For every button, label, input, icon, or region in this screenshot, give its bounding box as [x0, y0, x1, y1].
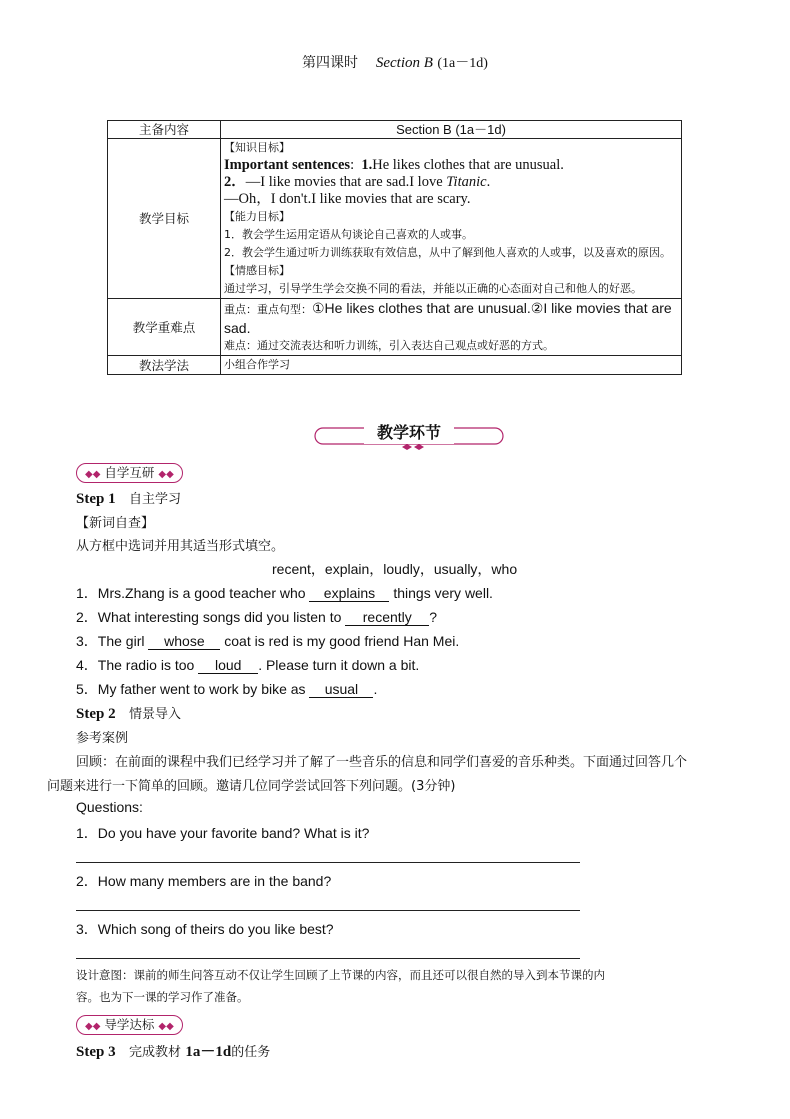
- row-label: 教学重难点: [108, 299, 221, 356]
- emotion-1: 通过学习，引导学生学会交换不同的看法，并能以正确的心态面对自己和他人的好恶。: [224, 282, 642, 295]
- answer-line: [76, 910, 580, 911]
- title-en: Section B: [375, 55, 433, 71]
- banner-title: 教学环节: [364, 422, 454, 444]
- question-number: 2．: [76, 873, 98, 889]
- row-value: 小组合作学习: [221, 356, 682, 375]
- step-label: Step 3: [76, 1044, 116, 1060]
- answer-line: [76, 862, 580, 863]
- answer-blank: loud: [198, 657, 258, 674]
- step-label: Step 2: [76, 706, 116, 722]
- list-item: [76, 655, 419, 675]
- item-text: What interesting songs did you listen to: [97, 609, 346, 625]
- key-points-cell: [221, 299, 682, 356]
- step-label: Step 1: [76, 491, 116, 507]
- title-paren: (1a－1d): [437, 56, 488, 71]
- question-number: 1．: [76, 825, 98, 841]
- word-box: recent，explain，loudly，usually，who: [272, 561, 518, 577]
- row-label: 主备内容: [108, 121, 221, 139]
- section-tag-2: [76, 1014, 183, 1035]
- table-row: [108, 299, 682, 356]
- lesson-plan-table: [107, 120, 682, 375]
- item-text: The radio is too: [97, 657, 199, 673]
- item-text: things very well.: [389, 585, 493, 601]
- item-number: 2．: [76, 609, 98, 625]
- ability-heading: 【能力目标】: [224, 210, 290, 223]
- important-sentences: [224, 157, 678, 174]
- sentence-number: 1.: [361, 157, 373, 173]
- section-tag-label: 自学互研: [104, 465, 155, 480]
- list-item: [76, 679, 377, 699]
- sentence-1: He likes clothes that are unusual.: [372, 157, 564, 173]
- list-item: [76, 631, 459, 651]
- sentence-3: —Oh，I don't.I like movies that are scary.: [224, 191, 471, 207]
- key-sentence-1: ①He likes clothes that are unusual.: [312, 300, 531, 316]
- ornament-icon: ◆◆: [85, 1021, 101, 1032]
- knowledge-heading: 【知识目标】: [224, 141, 290, 154]
- answer-blank: explains: [309, 585, 389, 602]
- key-point: [224, 299, 678, 337]
- ability-2: 2．教会学生通过听力训练获取有效信息，从中了解到他人喜欢的人或事，以及喜欢的原因。: [224, 246, 671, 259]
- step-end: 的任务: [231, 1045, 271, 1060]
- sentence-2-text: —I like movies that are sad.I love: [245, 174, 447, 190]
- item-number: 5．: [76, 681, 98, 697]
- step-title: 完成教材: [128, 1045, 181, 1060]
- ornament-icon: ◆◆: [85, 469, 101, 480]
- ornament-icon: ◆◆: [158, 469, 174, 480]
- section-banner: [314, 425, 504, 449]
- step-1-heading: [76, 488, 181, 508]
- movie-title: Titanic: [446, 174, 487, 190]
- list-item: [76, 607, 437, 627]
- question-item: [76, 919, 334, 939]
- item-text: . Please turn it down a bit.: [258, 657, 420, 673]
- design-text-2: 容。也为下一课的学习作了准备。: [76, 990, 249, 1004]
- sub-heading: 【新词自查】: [76, 516, 155, 531]
- question-item: [76, 871, 331, 891]
- important-sep: :: [350, 157, 355, 173]
- row-value: Section B (1a－1d): [221, 121, 682, 139]
- difficulty: 难点：通过交流表达和听力训练，引入表达自己观点或好恶的方式。: [224, 339, 554, 352]
- question-number: 3．: [76, 921, 98, 937]
- item-number: 4．: [76, 657, 98, 673]
- answer-blank: recently: [345, 609, 429, 626]
- ornament-icon: ◆◆: [158, 1021, 174, 1032]
- sentence-2: [224, 174, 678, 191]
- item-text: ?: [429, 609, 438, 625]
- table-row: [108, 356, 682, 375]
- key-sentence-2: ②I like movies that are sad.: [224, 300, 672, 336]
- step-3-heading: [76, 1040, 270, 1061]
- sentence-number: 2．: [224, 174, 246, 190]
- section-tag-1: [76, 462, 183, 483]
- answer-blank: usual: [309, 681, 373, 698]
- review-text-1: 回顾：在前面的课程中我们已经学习并了解了一些音乐的信息和同学们喜爱的音乐种类。下面通过回答几个: [76, 755, 688, 770]
- step-ref: 1a－1d: [185, 1044, 232, 1060]
- answer-line: [76, 958, 580, 959]
- question-item: [76, 823, 369, 843]
- title-cn: 第四课时: [302, 55, 359, 71]
- step-title: 情景导入: [128, 707, 181, 722]
- step-title: 自主学习: [128, 492, 181, 507]
- table-row: [108, 121, 682, 139]
- review-text-2: 问题来进行一下简单的回顾。邀请几位同学尝试回答下列问题。(3分钟): [47, 779, 456, 794]
- table-row: [108, 139, 682, 299]
- question-text: How many members are in the band?: [97, 873, 332, 889]
- questions-label: Questions:: [76, 799, 143, 815]
- item-text: coat is red is my good friend Han Mei.: [220, 633, 460, 649]
- sentence-2-end: .: [486, 174, 491, 190]
- reference-label: 参考案例: [76, 731, 129, 746]
- design-intent: [76, 964, 746, 1008]
- question-text: Do you have your favorite band? What is it?: [97, 825, 370, 841]
- answer-blank: whose: [148, 633, 220, 650]
- row-label: 教法学法: [108, 356, 221, 375]
- important-label: Important sentences: [224, 157, 351, 173]
- step-2-heading: [76, 703, 181, 723]
- item-text: My father went to work by bike as: [97, 681, 310, 697]
- ability-1: 1．教会学生运用定语从句谈论自己喜欢的人或事。: [224, 228, 473, 241]
- question-text: Which song of theirs do you like best?: [97, 921, 334, 937]
- section-tag-label: 导学达标: [104, 1017, 155, 1032]
- item-number: 1．: [76, 585, 98, 601]
- list-item: [76, 583, 493, 603]
- item-text: The girl: [97, 633, 149, 649]
- page-title: [0, 52, 790, 72]
- item-number: 3．: [76, 633, 98, 649]
- design-text-1: 设计意图：课前的师生问答互动不仅让学生回顾了上节课的内容，而且还可以很自然的导入到本节课的内: [76, 968, 605, 982]
- row-label: 教学目标: [108, 139, 221, 299]
- objectives-cell: [221, 139, 682, 299]
- instruction: 从方框中选词并用其适当形式填空。: [76, 539, 285, 554]
- item-text: Mrs.Zhang is a good teacher who: [97, 585, 310, 601]
- key-label: 重点：重点句型：: [224, 304, 312, 316]
- emotion-heading: 【情感目标】: [224, 264, 290, 277]
- item-text: .: [373, 681, 378, 697]
